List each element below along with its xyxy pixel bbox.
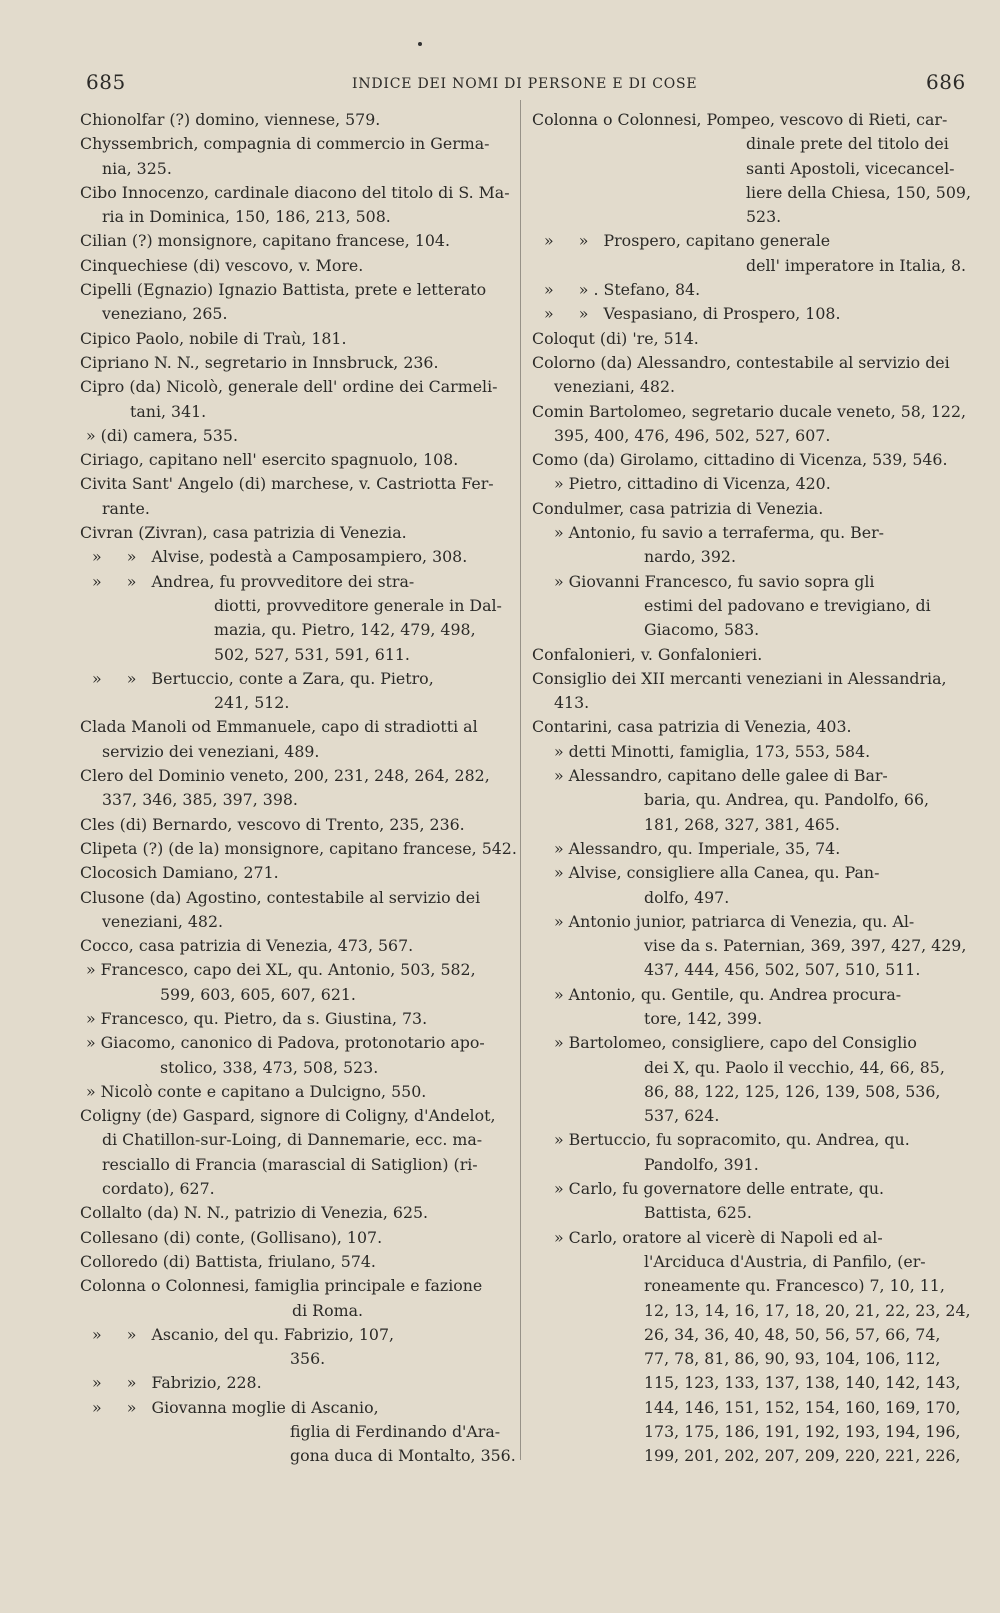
index-entry-line: veneziano, 265.	[102, 304, 228, 324]
index-entry-line: Clusone (da) Agostino, contestabile al servizio dei	[80, 887, 481, 907]
index-entry-line: l'Arciduca d'Austria, di Panfilo, (er-	[644, 1251, 926, 1271]
index-entry-line: Coloqut (di) 're, 514.	[532, 328, 699, 348]
index-entry-line: 523.	[746, 207, 782, 227]
index-entry-line: tore, 142, 399.	[644, 1008, 763, 1028]
index-entry-line: Clocosich Damiano, 271.	[80, 863, 279, 883]
index-entry-line: » » Bertuccio, conte a Zara, qu. Pietro,	[92, 668, 434, 688]
index-entry-line: Cinquechiese (di) vescovo, v. More.	[80, 255, 364, 275]
index-entry-line: » Alessandro, capitano delle galee di Bar-	[554, 766, 888, 786]
index-entry-line: veneziani, 482.	[102, 911, 224, 931]
index-entry-line: 337, 346, 385, 397, 398.	[102, 790, 298, 810]
index-entry-line: Como (da) Girolamo, cittadino di Vicenza, 539, 546.	[532, 450, 948, 470]
index-entry-line: » Nicolò conte e capitano a Dulcigno, 550.	[86, 1081, 427, 1101]
index-entry-line: 599, 603, 605, 607, 621.	[160, 984, 356, 1004]
index-entry-line: Clero del Dominio veneto, 200, 231, 248, 264, 282,	[80, 766, 490, 786]
index-entry-line: baria, qu. Andrea, qu. Pandolfo, 66,	[644, 790, 930, 810]
index-entry-line: vise da s. Paternian, 369, 397, 427, 429,	[644, 936, 967, 956]
index-entry-line: 26, 34, 36, 40, 48, 50, 56, 57, 66, 74,	[644, 1324, 941, 1344]
index-entry-line: 181, 268, 327, 381, 465.	[644, 814, 840, 834]
index-entry-line: Chionolfar (?) domino, viennese, 579.	[80, 110, 381, 129]
index-entry-line: » Francesco, qu. Pietro, da s. Giustina, 73.	[86, 1008, 428, 1028]
index-entry-line: Cipelli (Egnazio) Ignazio Battista, prete e letterato	[80, 280, 487, 300]
index-entry-line: Pandolfo, 391.	[644, 1154, 759, 1174]
index-entry-line: » » Vespasiano, di Prospero, 108.	[544, 304, 841, 324]
index-entry-line: » (di) camera, 535.	[86, 425, 238, 445]
print-speck	[418, 42, 422, 46]
index-entry-line: liere della Chiesa, 150, 509,	[746, 182, 971, 202]
index-entry-line: » Antonio junior, patriarca di Venezia, qu. Al-	[554, 911, 915, 931]
index-entry-line: » » Ascanio, del qu. Fabrizio, 107,	[92, 1324, 395, 1344]
index-entry-line: Condulmer, casa patrizia di Venezia.	[532, 498, 824, 518]
index-entry-line: Clada Manoli od Emmanuele, capo di stradiotti al	[80, 717, 478, 737]
index-entry-line: Coligny (de) Gaspard, signore di Coligny, d'Andelot,	[80, 1106, 496, 1126]
index-entry-line: 437, 444, 456, 502, 507, 510, 511.	[644, 960, 921, 980]
index-entry-line: » Antonio, qu. Gentile, qu. Andrea procura-	[554, 984, 902, 1004]
index-entry-line: Cles (di) Bernardo, vescovo di Trento, 235, 236.	[80, 814, 465, 834]
page-number-left: 685	[86, 70, 126, 94]
index-entry-line: Chyssembrich, compagnia di commercio in Germa-	[80, 134, 490, 154]
index-entry-line: dell' imperatore in Italia, 8.	[746, 255, 967, 275]
index-entry-line: Comin Bartolomeo, segretario ducale veneto, 58, 122,	[532, 401, 967, 421]
index-entry-line: 115, 123, 133, 137, 138, 140, 142, 143,	[644, 1373, 961, 1393]
index-entry-line: figlia di Ferdinando d'Ara-	[290, 1422, 501, 1442]
index-entry-line: Consiglio dei XII mercanti veneziani in Alessandria,	[532, 668, 947, 688]
index-entry-line: » Alessandro, qu. Imperiale, 35, 74.	[554, 838, 841, 858]
index-entry-line: diotti, provveditore generale in Dal-	[214, 595, 502, 615]
left-column	[80, 108, 517, 1469]
index-entry-line: stolico, 338, 473, 508, 523.	[160, 1057, 379, 1077]
index-entry-line: 86, 88, 122, 125, 126, 139, 508, 536,	[644, 1081, 941, 1101]
index-entry-line: nardo, 392.	[644, 547, 736, 567]
index-entry-line: 241, 512.	[214, 693, 290, 713]
index-entry-line: Cilian (?) monsignore, capitano francese, 104.	[80, 231, 450, 251]
index-entry-line: santi Apostoli, vicecancel-	[746, 158, 955, 178]
index-entry-line: 144, 146, 151, 152, 154, 160, 169, 170,	[644, 1397, 961, 1417]
index-entry-line: Cipriano N. N., segretario in Innsbruck, 236.	[80, 352, 439, 372]
index-entry-line: » detti Minotti, famiglia, 173, 553, 584.	[554, 741, 871, 761]
index-entry-line: 537, 624.	[644, 1106, 720, 1126]
index-entry-line: nia, 325.	[102, 158, 172, 178]
index-entry-line: » Pietro, cittadino di Vicenza, 420.	[554, 474, 831, 494]
index-entry-line: » Giovanni Francesco, fu savio sopra gli	[554, 571, 875, 591]
index-entry-line: » » Andrea, fu provveditore dei stra-	[92, 571, 415, 591]
index-entry-line: mazia, qu. Pietro, 142, 479, 498,	[214, 620, 476, 640]
index-entry-line: 199, 201, 202, 207, 209, 220, 221, 226,	[644, 1446, 961, 1466]
page-number-right: 686	[926, 70, 966, 94]
index-entry-line: 395, 400, 476, 496, 502, 527, 607.	[554, 425, 831, 445]
index-entry-line: » » Giovanna moglie di Ascanio,	[92, 1397, 379, 1417]
index-entry-line: Confalonieri, v. Gonfalonieri.	[532, 644, 763, 664]
index-entry-line: resciallo di Francia (marascial di Satiglion) (ri-	[102, 1154, 478, 1174]
index-entry-line: » » Alvise, podestà a Camposampiero, 308.	[92, 547, 468, 567]
index-entry-line: rante.	[102, 498, 150, 518]
index-entry-line: dinale prete del titolo dei	[746, 134, 949, 154]
index-entry-line: » Bertuccio, fu sopracomito, qu. Andrea, qu.	[554, 1130, 910, 1150]
index-entry-line: gona duca di Montalto, 356.	[290, 1446, 516, 1466]
right-column	[532, 108, 971, 1469]
index-entry-line: Contarini, casa patrizia di Venezia, 403.	[532, 717, 852, 737]
index-entry-line: Collesano (di) conte, (Gollisano), 107.	[80, 1227, 383, 1247]
index-entry-line: » » Prospero, capitano generale	[544, 231, 831, 251]
index-entry-line: Cipro (da) Nicolò, generale dell' ordine dei Carmeli-	[80, 377, 498, 397]
index-entry-line: di Chatillon-sur-Loing, di Dannemarie, ecc. ma-	[102, 1130, 483, 1150]
index-entry-line: Ciriago, capitano nell' esercito spagnuolo, 108.	[80, 450, 459, 470]
index-entry-line: » Carlo, oratore al vicerè di Napoli ed al-	[554, 1227, 883, 1247]
index-entry-line: 12, 13, 14, 16, 17, 18, 20, 21, 22, 23, 24,	[644, 1300, 971, 1320]
index-entry-line: » Antonio, fu savio a terraferma, qu. Ber-	[554, 523, 884, 543]
index-entry-line: dolfo, 497.	[644, 887, 730, 907]
index-entry-line: Giacomo, 583.	[644, 620, 760, 640]
index-entry-line: » Bartolomeo, consigliere, capo del Consiglio	[554, 1033, 917, 1053]
index-entry-line: Colonna o Colonnesi, Pompeo, vescovo di Rieti, car-	[532, 110, 948, 129]
index-entry-line: » » . Stefano, 84.	[544, 280, 701, 300]
running-header-title: INDICE DEI NOMI DI PERSONE E DI COSE	[352, 76, 698, 92]
index-entry-line: 413.	[554, 693, 590, 713]
index-entry-line: Colorno (da) Alessandro, contestabile al servizio dei	[532, 352, 950, 372]
index-entry-line: » Francesco, capo dei XL, qu. Antonio, 503, 582,	[86, 960, 476, 980]
index-entry-line: dei X, qu. Paolo il vecchio, 44, 66, 85,	[644, 1057, 945, 1077]
index-entry-line: 502, 527, 531, 591, 611.	[214, 644, 410, 664]
index-entry-line: Clipeta (?) (de la) monsignore, capitano francese, 542.	[80, 838, 517, 858]
index-entry-line: Battista, 625.	[644, 1203, 752, 1223]
index-entry-line: servizio dei veneziani, 489.	[102, 741, 320, 761]
index-entry-line: cordato), 627.	[102, 1179, 215, 1199]
index-entry-line: 77, 78, 81, 86, 90, 93, 104, 106, 112,	[644, 1349, 941, 1369]
index-entry-line: Colonna o Colonnesi, famiglia principale e fazione	[80, 1276, 483, 1296]
index-entry-line: Cibo Innocenzo, cardinale diacono del titolo di S. Ma-	[80, 182, 510, 202]
index-entry-line: Cocco, casa patrizia di Venezia, 473, 567.	[80, 936, 414, 956]
index-entry-line: » Alvise, consigliere alla Canea, qu. Pan-	[554, 863, 880, 883]
index-entry-line: veneziani, 482.	[554, 377, 676, 397]
index-entry-line: » Giacomo, canonico di Padova, protonotario apo-	[86, 1033, 485, 1053]
index-entry-line: Cipico Paolo, nobile di Traù, 181.	[80, 328, 347, 348]
index-entry-line: Civran (Zivran), casa patrizia di Venezia.	[80, 523, 407, 543]
column-divider	[520, 100, 521, 1460]
index-entry-line: Civita Sant' Angelo (di) marchese, v. Castriotta Fer-	[80, 474, 494, 494]
index-entry-line: Collalto (da) N. N., patrizio di Venezia, 625.	[80, 1203, 429, 1223]
index-entry-line: estimi del padovano e trevigiano, di	[644, 595, 931, 615]
index-entry-line: 173, 175, 186, 191, 192, 193, 194, 196,	[644, 1422, 961, 1442]
index-entry-line: ria in Dominica, 150, 186, 213, 508.	[102, 207, 391, 227]
index-entry-line: di Roma.	[292, 1300, 364, 1320]
index-entry-line: Colloredo (di) Battista, friulano, 574.	[80, 1251, 376, 1271]
index-entry-line: tani, 341.	[130, 401, 207, 421]
index-entry-line: roneamente qu. Francesco) 7, 10, 11,	[644, 1276, 945, 1296]
index-entry-line: » » Fabrizio, 228.	[92, 1373, 262, 1393]
index-entry-line: » Carlo, fu governatore delle entrate, qu.	[554, 1179, 885, 1199]
index-entry-line: 356.	[290, 1349, 326, 1369]
